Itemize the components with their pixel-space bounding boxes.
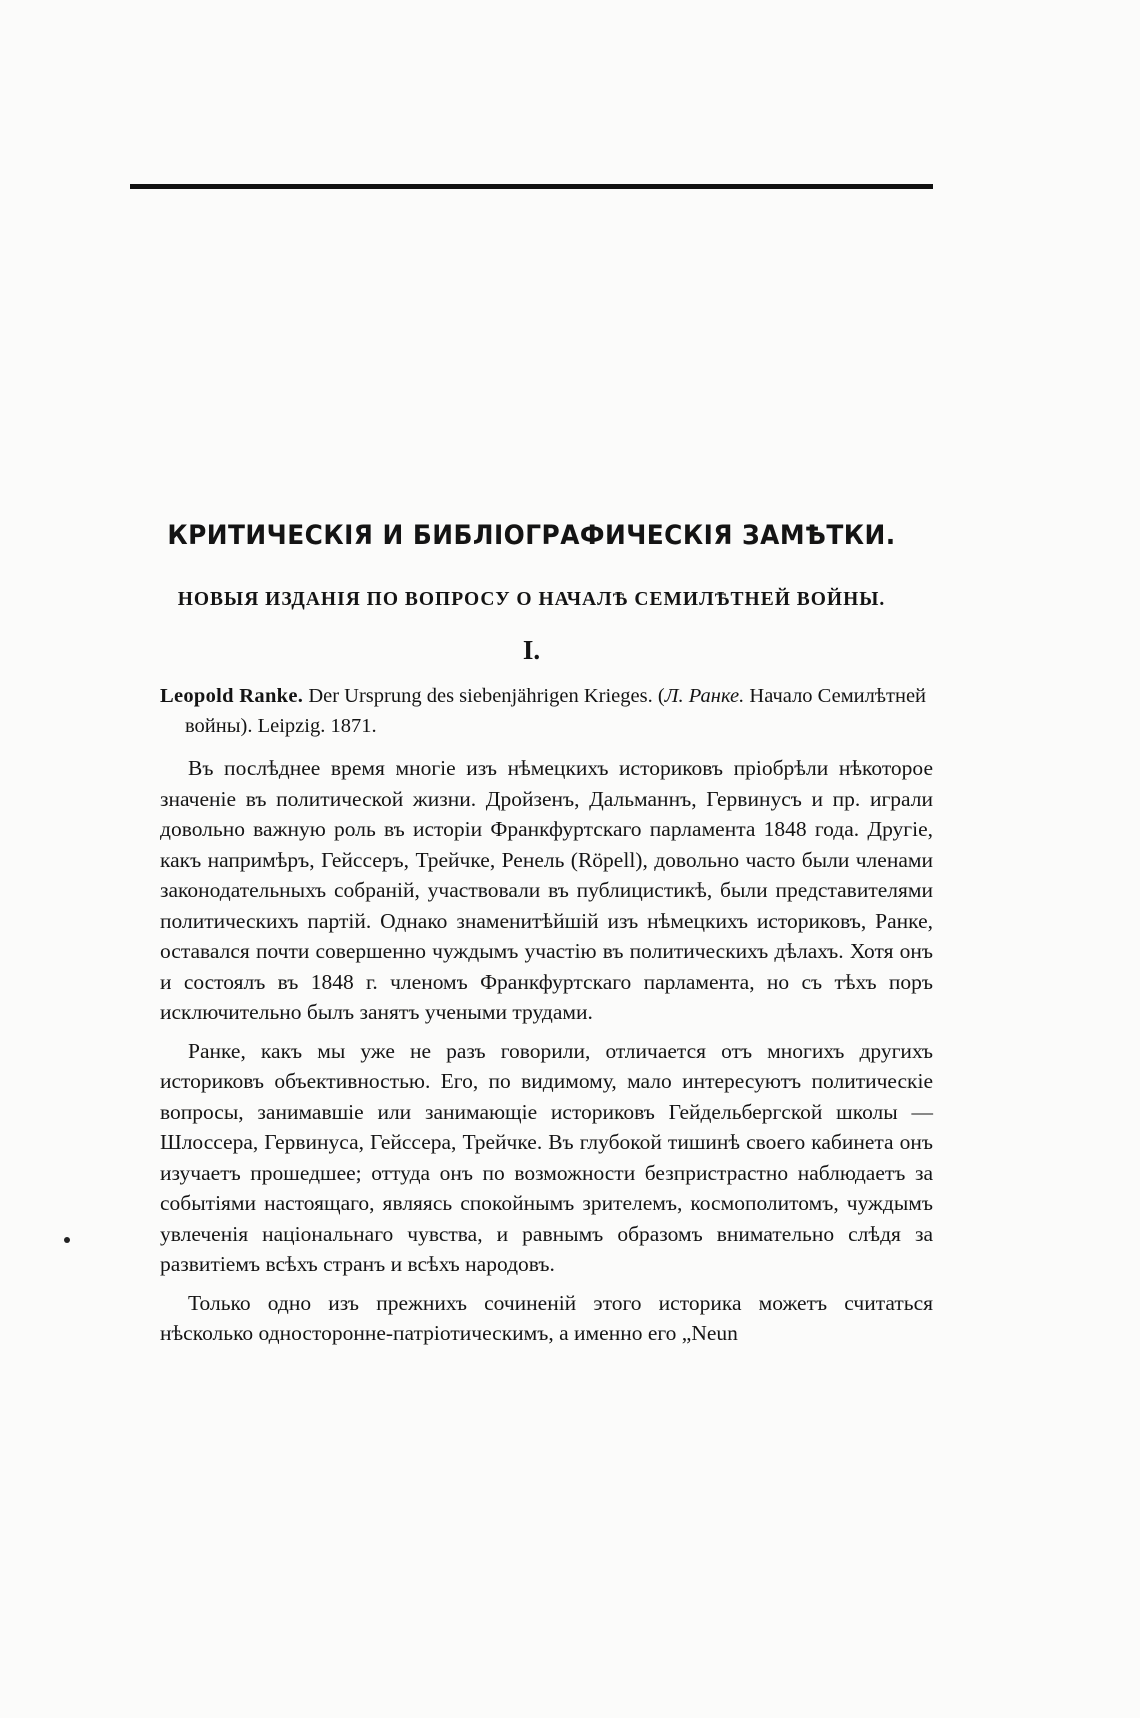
page-title: КРИТИЧЕСКІЯ И БИБЛІОГРАФИЧЕСКІЯ ЗАМѢТКИ. xyxy=(167,520,896,551)
paragraph: Ранке, какъ мы уже не разъ говорили, отличается отъ многихъ другихъ историковъ объективностью. Его, по видимому, мало интересуютъ политическіе вопросы, занимавшіе или занимающіе историковъ Гейдельбергской школы — Шлоссера, Гервинуса, Гейссера, Трейчке. Въ глубокой тишинѣ своего кабинета онъ изучаетъ прошедшее; оттуда онъ по возможности безпристрастно наблюдаетъ за событіями настоящаго, являясь спокойнымъ зрителемъ, космополитомъ, чуждымъ увлеченія національнаго чувства, и равнымъ образомъ внимательно слѣдя за развитіемъ всѣхъ странъ и всѣхъ народовъ. xyxy=(160,1038,933,1276)
citation-author: Leopold Ranke. xyxy=(160,685,304,707)
citation-rest: Начало Семилѣтней войны). Leipzig. 1871. xyxy=(185,685,927,737)
citation-ru-author: Л. Ранке. xyxy=(664,685,745,707)
header-rule xyxy=(130,184,933,189)
page-subtitle: НОВЫЯ ИЗДАНІЯ ПО ВОПРОСУ О НАЧАЛѢ СЕМИЛѢТНЕЙ ВОЙНЫ. xyxy=(177,589,886,610)
heading-block xyxy=(130,520,933,666)
citation-title: Der Ursprung des siebenjährigen Krieges. ( xyxy=(303,685,665,707)
paragraph: Въ послѣднее время многіе изъ нѣмецкихъ историковъ пріобрѣли нѣкоторое значеніе въ политической жизни. Дройзенъ, Дальманнъ, Гервинусъ и пр. играли довольно важную роль въ исторіи Франкфуртскаго парламента 1848 года. Другіе, какъ напримѣръ, Гейссеръ, Трейчке, Ренель (Röpell), довольно часто были членами законодательныхъ собраній, участвовали въ публицистикѣ, были представителями политическихъ партій. Однако знаменитѣйшій изъ нѣмецкихъ историковъ, Ранке, оставался почти совершенно чуждымъ участію въ политическихъ дѣлахъ. Хотя онъ и состоялъ въ 1848 г. членомъ Франкфуртскаго парламента, но съ тѣхъ поръ исключительно былъ занятъ учеными трудами. xyxy=(160,756,933,1024)
paragraph: Только одно изъ прежнихъ сочиненій этого историка можетъ считаться нѣсколько односторонне-патріотическимъ, а именно его „Neun xyxy=(160,1290,933,1345)
section-number: I. xyxy=(522,635,541,665)
margin-dot xyxy=(64,1237,70,1243)
body-text xyxy=(160,753,933,1357)
bibliographic-citation xyxy=(160,681,933,741)
